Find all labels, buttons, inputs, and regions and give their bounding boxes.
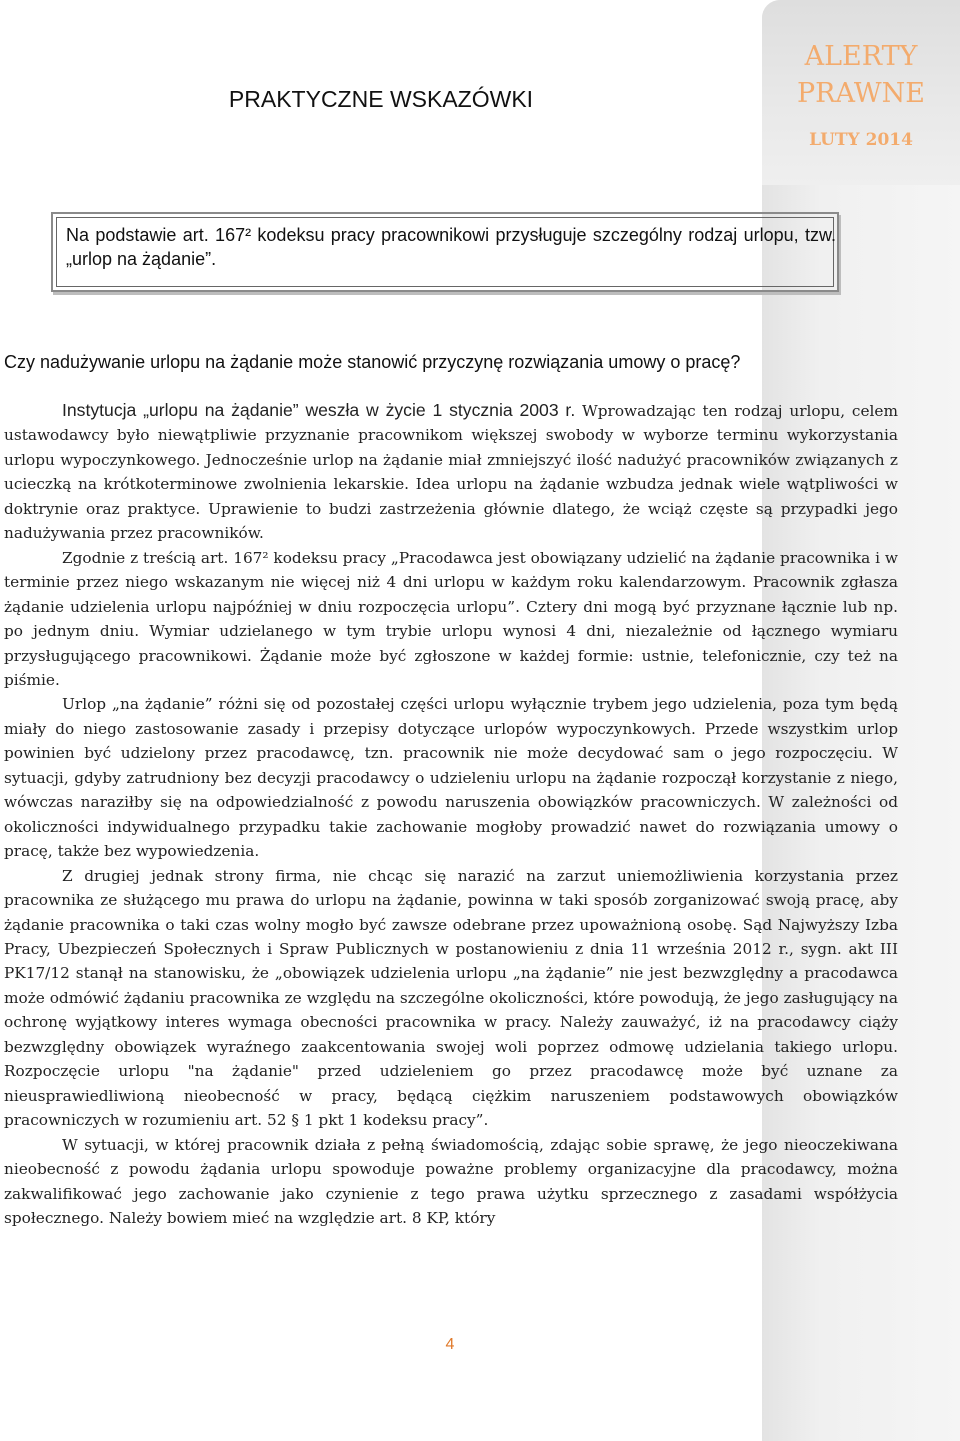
paragraph-1 <box>4 398 898 546</box>
paragraph-5: W sytuacji, w której pracownik działa z pełną świadomością, zdając sobie sprawę, że jego nieoczekiwana nieobecność z powodu żądania urlopu spowoduje poważne problemy organizacyjne dla pracodawcy, można zakwalifikować jego zachowanie jako czynienie z tego prawa użytku sprzecznego z zasadami współżycia społecznego. Należy bowiem mieć na względzie art. 8 KP, który <box>4 1135 898 1227</box>
page-number: 4 <box>445 1336 455 1353</box>
intro-sans-text: Instytucja „urlopu na żądanie” weszła w życie 1 stycznia 2003 r. <box>62 400 576 420</box>
issue-date: LUTY 2014 <box>809 130 913 150</box>
alert-title <box>762 38 960 112</box>
paragraph-1-text: Wprowadzając ten rodzaj urlopu, celem ustawodawcy było niewątpliwie przyznanie pracownikom większej swobody w wyborze terminu wykorzystania urlopu wypoczynkowego. Jednocześnie urlop na żądanie miał zmniejszyć ilość nadużyć pracowników związanych z ucieczką na krótkoterminowe zwolnienia lekarskie. Idea urlopu na żądanie wzbudza jednak wiele wątpliwości w doktrynie oraz praktyce. Uprawienie to budzi zastrzeżenia głównie dlatego, że wciąż częste są przypadki jego nadużywania przez pracowników. <box>4 402 898 543</box>
section-question: Czy nadużywanie urlopu na żądanie może stanowić przyczynę rozwiązania umowy o pracę? <box>4 352 741 372</box>
paragraph-2: Zgodnie z treścią art. 167² kodeksu pracy „Pracodawca jest obowiązany udzielić na żądanie pracownika i w terminie przez niego wskazanym nie więcej niż 4 dni urlopu w każdym roku kalendarzowym. Pracownik zgłasza żądanie udzielenia urlopu najpóźniej w dniu rozpoczęcia urlopu”. Cztery dni mogą być przyznane łącznie lub np. po jednym dniu. Wymiar udzielanego w tym trybie urlopu wynosi 4 dni, niezależnie od łącznego wymiaru przysługującego pracownikowi. Żądanie może być zgłoszone w każdej formie: ustnie, telefonicznie, czy też na piśmie. <box>4 548 898 689</box>
page-title: PRAKTYCZNE WSKAZÓWKI <box>228 86 534 112</box>
article-body <box>4 398 898 1230</box>
paragraph-4: Z drugiej jednak strony firma, nie chcąc się narazić na zarzut uniemożliwienia korzystania przez pracownika ze służącego mu prawa do urlopu na żądanie, powinna w taki sposób zorganizować swoją pracę, aby żądanie pracownika o taki czas wolny mogło być zawsze odebrane przez upoważnioną osobę. Sąd Najwyższy Izba Pracy, Ubezpieczeń Społecznych i Spraw Publicznych w postanowieniu z dnia 11 września 2012 r., sygn. akt III PK17/12 stanął na stanowisku, że „obowiązek udzielenia urlopu „na żądanie” nie jest bezwzględny a pracodawca może odmówić żądaniu pracownika ze względu na szczególne okoliczności, które powodują, że jego zasługujący na ochronę wyjątkowy interes wymaga obecności pracownika w pracy. Należy zauważyć, iż na pracodawcy ciąży bezwzględny obowiązek wyraźnego zaakcentowania swojej woli poprzez odmowę udzielania takiego urlopu. Rozpoczęcie urlopu "na żądanie" przed udzieleniem go przez pracodawcę może być uznane za nieusprawiedliwioną nieobecność w pracy, będącą ciężkim naruszeniem podstawowych obowiązków pracowniczych w rozumieniu art. 52 § 1 pkt 1 kodeksu pracy”. <box>4 866 898 1130</box>
paragraph-3: Urlop „na żądanie” różni się od pozostałej części urlopu wyłącznie trybem jego udzielenia, poza tym będą miały do niego zastosowanie zasady i przepisy dotyczące urlopów wypoczynkowych. Przede wszystkim urlop powinien być udzielony przez pracodawcę, tzn. pracownik nie może decydować sam o jego rozpoczęciu. W sytuacji, gdyby zatrudniony bez decyzji pracodawcy o udzieleniu urlopu na żądanie rozpoczął korzystanie z niego, wówczas naraziłby się na odpowiedzialność z powodu naruszenia obowiązków pracowniczych. W zależności od okoliczności indywidualnego przypadku takie zachowanie mogłoby prowadzić nawet do rozwiązania umowy o pracę, także bez wypowiedzenia. <box>4 695 898 861</box>
alert-title-line2: PRAWNE <box>797 78 925 109</box>
summary-text: Na podstawie art. 167² kodeksu pracy pracownikowi przysługuje szczególny rodzaj urlopu, tzw. „urlop na żądanie”. <box>66 225 836 269</box>
alert-title-line1: ALERTY <box>804 41 918 72</box>
